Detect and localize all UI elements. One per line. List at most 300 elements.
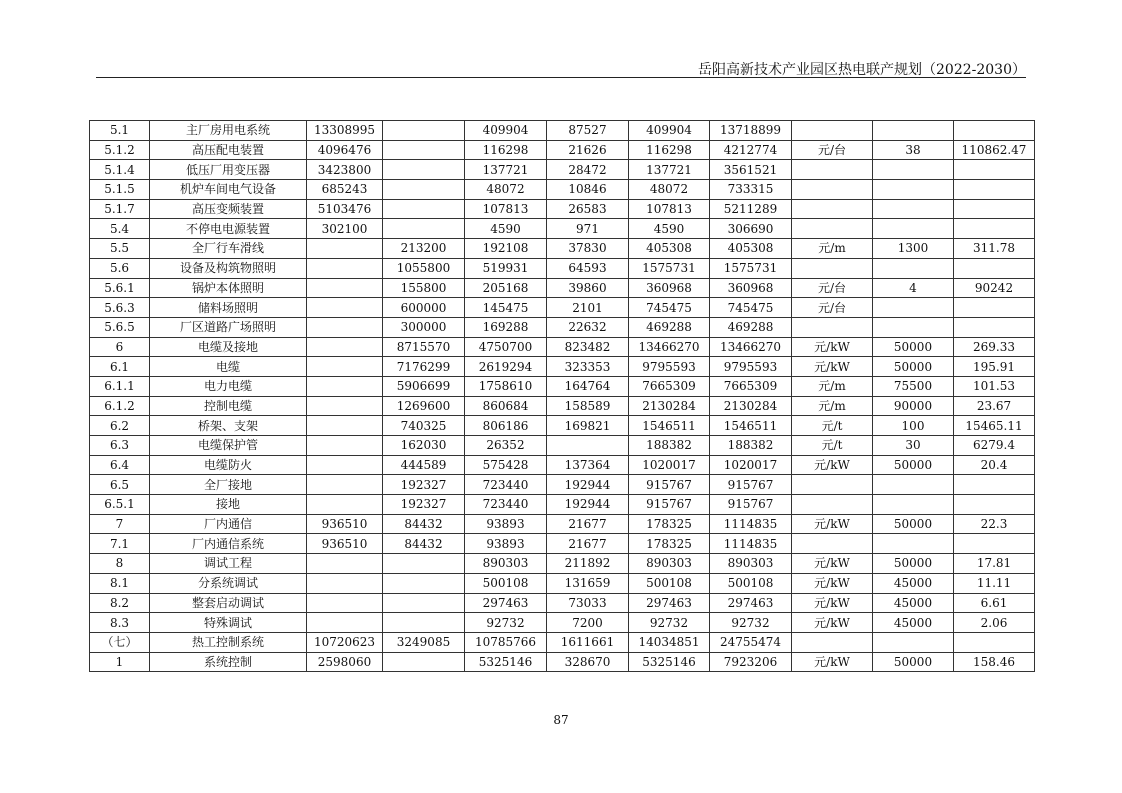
table-cell <box>873 475 954 495</box>
table-row <box>90 317 1035 337</box>
table-cell <box>307 278 383 298</box>
table-cell: 17.81 <box>954 554 1035 574</box>
table-cell: 9795593 <box>629 357 710 377</box>
table-cell: 38 <box>873 140 954 160</box>
table-cell: 11.11 <box>954 573 1035 593</box>
table-cell: 2.06 <box>954 613 1035 633</box>
table-cell <box>954 298 1035 318</box>
table-cell: 50000 <box>873 357 954 377</box>
table-cell: 10785766 <box>465 632 547 652</box>
table-cell: 15465.11 <box>954 416 1035 436</box>
table-cell: 145475 <box>465 298 547 318</box>
table-cell: 高压配电装置 <box>150 140 307 160</box>
table-cell: 23.67 <box>954 396 1035 416</box>
table-cell: 306690 <box>710 219 792 239</box>
table-cell: 107813 <box>629 199 710 219</box>
table-cell <box>873 199 954 219</box>
table-cell: 1575731 <box>710 258 792 278</box>
table-cell: 469288 <box>710 317 792 337</box>
table-cell: 21677 <box>547 514 629 534</box>
table-cell: 13308995 <box>307 121 383 141</box>
table-cell: 7665309 <box>710 376 792 396</box>
table-cell: 1300 <box>873 239 954 259</box>
table-cell: 131659 <box>547 573 629 593</box>
table-cell <box>307 239 383 259</box>
table-cell: 锅炉本体照明 <box>150 278 307 298</box>
table-row <box>90 258 1035 278</box>
table-cell: 储料场照明 <box>150 298 307 318</box>
table-cell: 890303 <box>710 554 792 574</box>
table-cell: 3423800 <box>307 160 383 180</box>
table-cell: 195.91 <box>954 357 1035 377</box>
table-cell: 元/t <box>792 436 873 456</box>
table-cell: 1020017 <box>710 455 792 475</box>
table-cell: 5.4 <box>90 219 150 239</box>
table-row <box>90 514 1035 534</box>
table-cell <box>383 652 465 672</box>
table-cell: 1114835 <box>710 514 792 534</box>
table-row <box>90 652 1035 672</box>
table-cell: 6.2 <box>90 416 150 436</box>
table-cell <box>954 219 1035 239</box>
table-cell <box>954 160 1035 180</box>
table-cell: 178325 <box>629 514 710 534</box>
table-cell: 5325146 <box>465 652 547 672</box>
table-cell: 158589 <box>547 396 629 416</box>
table-cell: 92732 <box>629 613 710 633</box>
table-cell: 2101 <box>547 298 629 318</box>
table-cell: 8.1 <box>90 573 150 593</box>
table-cell: 电缆防火 <box>150 455 307 475</box>
table-cell: 7 <box>90 514 150 534</box>
table-cell: 6.1.1 <box>90 376 150 396</box>
table-cell: 75500 <box>873 376 954 396</box>
table-cell: 整套启动调试 <box>150 593 307 613</box>
table-cell <box>307 495 383 515</box>
table-cell: 电缆及接地 <box>150 337 307 357</box>
table-cell <box>792 121 873 141</box>
table-cell: 192327 <box>383 475 465 495</box>
table-cell: 6.1.2 <box>90 396 150 416</box>
table-row <box>90 632 1035 652</box>
table-cell <box>792 632 873 652</box>
table-cell: 1055800 <box>383 258 465 278</box>
table-cell: 116298 <box>465 140 547 160</box>
table-row <box>90 199 1035 219</box>
table-cell: 元/kW <box>792 455 873 475</box>
table-cell: 8 <box>90 554 150 574</box>
table-cell: 405308 <box>629 239 710 259</box>
table-cell: 137721 <box>629 160 710 180</box>
table-cell <box>547 436 629 456</box>
table-cell: 1546511 <box>629 416 710 436</box>
table-cell <box>873 121 954 141</box>
table-cell: 169821 <box>547 416 629 436</box>
table-cell: 22632 <box>547 317 629 337</box>
table-cell: 1758610 <box>465 376 547 396</box>
table-cell: 162030 <box>383 436 465 456</box>
table-cell: 1020017 <box>629 455 710 475</box>
table-cell: 元/kW <box>792 357 873 377</box>
table-cell: 92732 <box>710 613 792 633</box>
table-cell: 137721 <box>465 160 547 180</box>
table-cell: 188382 <box>710 436 792 456</box>
table-cell: 21677 <box>547 534 629 554</box>
table-cell: 4590 <box>629 219 710 239</box>
table-cell: 厂内通信 <box>150 514 307 534</box>
table-cell <box>792 534 873 554</box>
table-cell <box>954 495 1035 515</box>
table-cell: 409904 <box>629 121 710 141</box>
header-divider <box>96 77 1026 78</box>
table-cell: 297463 <box>629 593 710 613</box>
table-row <box>90 455 1035 475</box>
table-cell: 13466270 <box>629 337 710 357</box>
table-cell: 723440 <box>465 495 547 515</box>
table-cell: 575428 <box>465 455 547 475</box>
table-cell: 20.4 <box>954 455 1035 475</box>
table-cell: 机炉车间电气设备 <box>150 180 307 200</box>
table-cell: 45000 <box>873 613 954 633</box>
table-cell: 5.1.5 <box>90 180 150 200</box>
table-cell: 厂区道路广场照明 <box>150 317 307 337</box>
table-cell <box>383 121 465 141</box>
table-cell: 211892 <box>547 554 629 574</box>
table-cell <box>383 573 465 593</box>
table-cell <box>307 436 383 456</box>
table-cell: 116298 <box>629 140 710 160</box>
table-cell: 5.1 <box>90 121 150 141</box>
table-cell <box>307 416 383 436</box>
table-cell: 4096476 <box>307 140 383 160</box>
table-cell <box>954 534 1035 554</box>
table-cell: 409904 <box>465 121 547 141</box>
table-cell: 297463 <box>465 593 547 613</box>
table-cell: 元/台 <box>792 140 873 160</box>
table-cell: 7176299 <box>383 357 465 377</box>
table-cell: 26352 <box>465 436 547 456</box>
table-cell: 5.6.1 <box>90 278 150 298</box>
table-row <box>90 573 1035 593</box>
table-cell: 192944 <box>547 475 629 495</box>
table-cell: 915767 <box>629 495 710 515</box>
table-cell: 电缆 <box>150 357 307 377</box>
table-cell: 740325 <box>383 416 465 436</box>
table-cell: 3249085 <box>383 632 465 652</box>
table-cell <box>307 357 383 377</box>
table-cell: 8.3 <box>90 613 150 633</box>
table-cell: 860684 <box>465 396 547 416</box>
table-cell <box>307 573 383 593</box>
table-cell: 155800 <box>383 278 465 298</box>
table-cell <box>954 121 1035 141</box>
table-cell: 323353 <box>547 357 629 377</box>
table-cell <box>307 396 383 416</box>
table-cell: 164764 <box>547 376 629 396</box>
table-cell: 745475 <box>710 298 792 318</box>
table-cell: 360968 <box>629 278 710 298</box>
table-row <box>90 357 1035 377</box>
table-cell: 50000 <box>873 652 954 672</box>
table-cell: 328670 <box>547 652 629 672</box>
table-cell: 4 <box>873 278 954 298</box>
table-cell: 1611661 <box>547 632 629 652</box>
table-cell: 元/m <box>792 376 873 396</box>
table-row <box>90 416 1035 436</box>
table-row <box>90 534 1035 554</box>
table-cell: 64593 <box>547 258 629 278</box>
cost-table <box>89 120 1035 672</box>
table-cell: 723440 <box>465 475 547 495</box>
table-cell: 电缆保护管 <box>150 436 307 456</box>
table-cell: 5.6.3 <box>90 298 150 318</box>
table-cell: 45000 <box>873 573 954 593</box>
table-cell: 73033 <box>547 593 629 613</box>
table-cell: 5.6 <box>90 258 150 278</box>
table-cell: 低压厂用变压器 <box>150 160 307 180</box>
table-cell: 电力电缆 <box>150 376 307 396</box>
table-cell: 600000 <box>383 298 465 318</box>
table-cell: 745475 <box>629 298 710 318</box>
table-cell: 13466270 <box>710 337 792 357</box>
table-row <box>90 436 1035 456</box>
table-cell: 169288 <box>465 317 547 337</box>
table-cell: 87527 <box>547 121 629 141</box>
table-cell <box>383 219 465 239</box>
table-cell: 936510 <box>307 534 383 554</box>
table-cell: 311.78 <box>954 239 1035 259</box>
table-cell: 5.6.5 <box>90 317 150 337</box>
table-cell: 890303 <box>465 554 547 574</box>
table-cell: 2598060 <box>307 652 383 672</box>
table-cell: 500108 <box>465 573 547 593</box>
table-cell <box>873 298 954 318</box>
table-cell: 高压变频装置 <box>150 199 307 219</box>
table-cell: 93893 <box>465 514 547 534</box>
table-row <box>90 298 1035 318</box>
table-cell: 1575731 <box>629 258 710 278</box>
table-cell: 元/kW <box>792 613 873 633</box>
table-cell: 93893 <box>465 534 547 554</box>
table-cell: 调试工程 <box>150 554 307 574</box>
table-cell <box>383 613 465 633</box>
table-cell <box>383 593 465 613</box>
table-cell <box>792 317 873 337</box>
table-cell: 84432 <box>383 534 465 554</box>
table-cell: 24755474 <box>710 632 792 652</box>
table-cell: 188382 <box>629 436 710 456</box>
table-cell: 269.33 <box>954 337 1035 357</box>
table-cell: 7.1 <box>90 534 150 554</box>
table-cell <box>873 219 954 239</box>
table-cell: 50000 <box>873 337 954 357</box>
table-row <box>90 239 1035 259</box>
table-cell: 4750700 <box>465 337 547 357</box>
table-cell: 915767 <box>629 475 710 495</box>
table-cell: 45000 <box>873 593 954 613</box>
table-cell <box>307 593 383 613</box>
table-cell: 6 <box>90 337 150 357</box>
table-cell: 158.46 <box>954 652 1035 672</box>
table-cell: 205168 <box>465 278 547 298</box>
table-cell: 1114835 <box>710 534 792 554</box>
table-cell: 823482 <box>547 337 629 357</box>
table-row <box>90 180 1035 200</box>
table-cell <box>873 180 954 200</box>
table-cell: 8715570 <box>383 337 465 357</box>
table-cell: 元/台 <box>792 298 873 318</box>
table-row <box>90 593 1035 613</box>
table-cell: 元/kW <box>792 337 873 357</box>
table-cell: 192327 <box>383 495 465 515</box>
table-cell: 685243 <box>307 180 383 200</box>
table-cell <box>792 219 873 239</box>
table-cell: 元/kW <box>792 514 873 534</box>
table-row <box>90 160 1035 180</box>
table-cell: 全厂行车滑线 <box>150 239 307 259</box>
table-cell: （七） <box>90 632 150 652</box>
table-cell <box>792 160 873 180</box>
table-cell: 5.1.4 <box>90 160 150 180</box>
table-cell: 6.3 <box>90 436 150 456</box>
table-cell: 6.61 <box>954 593 1035 613</box>
cost-table-body <box>90 121 1035 672</box>
table-cell: 7923206 <box>710 652 792 672</box>
table-row <box>90 337 1035 357</box>
table-cell <box>792 199 873 219</box>
table-cell: 6.5.1 <box>90 495 150 515</box>
table-cell: 元/kW <box>792 573 873 593</box>
table-cell: 元/kW <box>792 554 873 574</box>
table-cell: 元/t <box>792 416 873 436</box>
table-cell <box>307 455 383 475</box>
page-number: 87 <box>553 713 569 727</box>
table-row <box>90 121 1035 141</box>
table-cell: 热工控制系统 <box>150 632 307 652</box>
table-cell: 5103476 <box>307 199 383 219</box>
table-cell: 48072 <box>629 180 710 200</box>
table-cell: 101.53 <box>954 376 1035 396</box>
table-cell: 6.1 <box>90 357 150 377</box>
table-cell: 主厂房用电系统 <box>150 121 307 141</box>
table-cell: 297463 <box>710 593 792 613</box>
table-cell: 500108 <box>629 573 710 593</box>
table-row <box>90 396 1035 416</box>
table-cell: 1269600 <box>383 396 465 416</box>
table-row <box>90 554 1035 574</box>
table-cell: 分系统调试 <box>150 573 307 593</box>
table-cell: 21626 <box>547 140 629 160</box>
table-cell: 6.4 <box>90 455 150 475</box>
table-cell: 107813 <box>465 199 547 219</box>
table-cell: 915767 <box>710 475 792 495</box>
table-cell: 桥架、支架 <box>150 416 307 436</box>
table-cell: 6.5 <box>90 475 150 495</box>
table-cell <box>954 199 1035 219</box>
table-cell: 13718899 <box>710 121 792 141</box>
table-cell: 10846 <box>547 180 629 200</box>
table-cell: 360968 <box>710 278 792 298</box>
table-cell: 设备及构筑物照明 <box>150 258 307 278</box>
table-cell: 178325 <box>629 534 710 554</box>
table-cell: 100 <box>873 416 954 436</box>
table-cell <box>307 298 383 318</box>
table-row <box>90 219 1035 239</box>
table-cell <box>954 180 1035 200</box>
table-cell <box>383 160 465 180</box>
table-cell <box>954 258 1035 278</box>
table-cell <box>307 337 383 357</box>
table-cell: 3561521 <box>710 160 792 180</box>
table-cell: 4590 <box>465 219 547 239</box>
table-cell: 5211289 <box>710 199 792 219</box>
table-cell: 50000 <box>873 455 954 475</box>
table-cell: 特殊调试 <box>150 613 307 633</box>
table-cell <box>792 180 873 200</box>
table-cell: 元/kW <box>792 652 873 672</box>
table-cell <box>307 554 383 574</box>
table-cell: 2619294 <box>465 357 547 377</box>
table-cell <box>307 376 383 396</box>
table-cell <box>873 632 954 652</box>
table-cell <box>873 258 954 278</box>
table-row <box>90 278 1035 298</box>
table-cell <box>307 258 383 278</box>
table-row <box>90 495 1035 515</box>
table-row <box>90 475 1035 495</box>
table-cell <box>954 475 1035 495</box>
table-cell: 5906699 <box>383 376 465 396</box>
table-cell: 50000 <box>873 554 954 574</box>
table-cell: 9795593 <box>710 357 792 377</box>
table-cell: 971 <box>547 219 629 239</box>
table-cell: 系统控制 <box>150 652 307 672</box>
table-cell: 92732 <box>465 613 547 633</box>
table-cell: 300000 <box>383 317 465 337</box>
table-cell: 1546511 <box>710 416 792 436</box>
table-cell: 26583 <box>547 199 629 219</box>
table-cell <box>383 554 465 574</box>
table-cell <box>954 317 1035 337</box>
table-row <box>90 613 1035 633</box>
table-cell: 10720623 <box>307 632 383 652</box>
table-cell <box>792 258 873 278</box>
table-cell: 213200 <box>383 239 465 259</box>
table-cell: 110862.47 <box>954 140 1035 160</box>
table-row <box>90 376 1035 396</box>
table-cell: 28472 <box>547 160 629 180</box>
table-cell: 50000 <box>873 514 954 534</box>
table-cell <box>873 534 954 554</box>
table-cell: 469288 <box>629 317 710 337</box>
table-cell: 元/m <box>792 239 873 259</box>
table-cell <box>873 317 954 337</box>
table-cell <box>873 495 954 515</box>
table-cell: 936510 <box>307 514 383 534</box>
table-cell: 厂内通信系统 <box>150 534 307 554</box>
table-cell: 90242 <box>954 278 1035 298</box>
table-cell: 全厂接地 <box>150 475 307 495</box>
page-header-title: 岳阳高新技术产业园区热电联产规划（2022-2030） <box>698 62 1026 78</box>
table-cell: 5.5 <box>90 239 150 259</box>
table-cell: 500108 <box>710 573 792 593</box>
table-cell: 444589 <box>383 455 465 475</box>
table-cell: 元/台 <box>792 278 873 298</box>
table-cell: 37830 <box>547 239 629 259</box>
table-cell <box>307 475 383 495</box>
table-cell: 6279.4 <box>954 436 1035 456</box>
table-cell: 不停电电源装置 <box>150 219 307 239</box>
